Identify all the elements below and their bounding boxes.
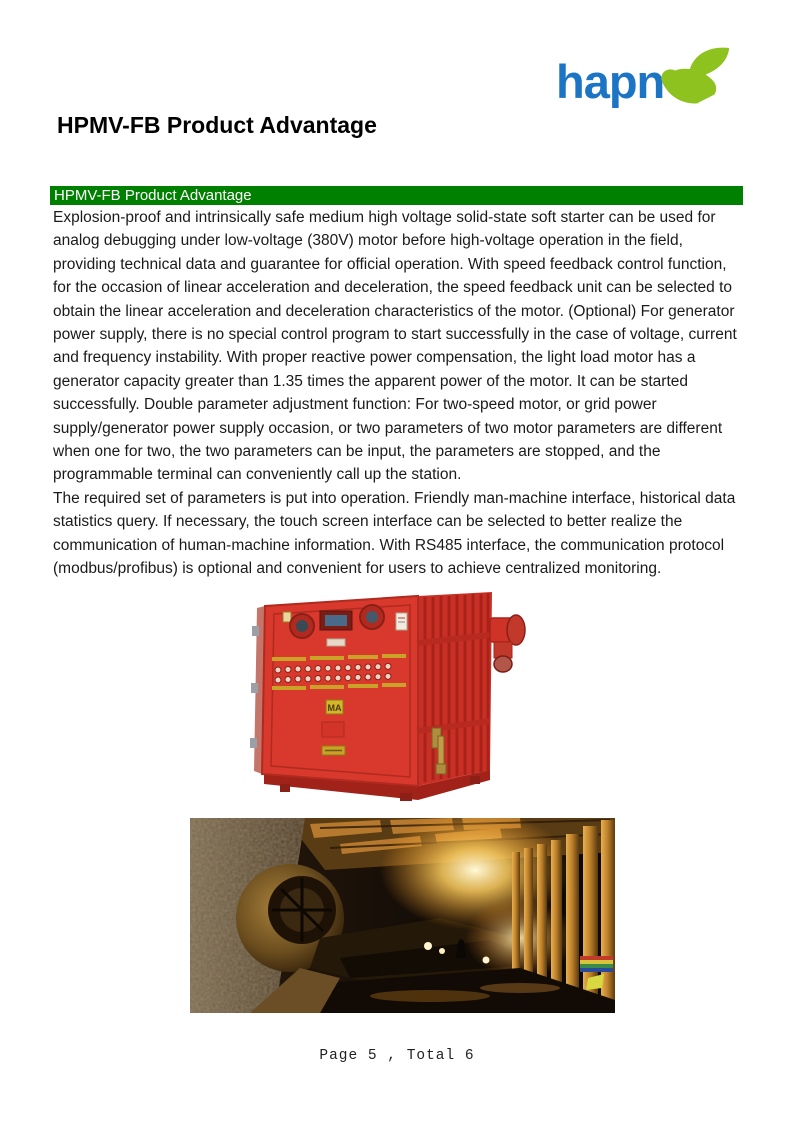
soft-starter-product-image bbox=[250, 588, 530, 810]
body-text bbox=[53, 206, 743, 581]
dove-leaf-icon bbox=[658, 39, 734, 111]
page-title: HPMV-FB Product Advantage bbox=[57, 112, 377, 138]
cable-coupler bbox=[490, 615, 525, 672]
section-header-bar bbox=[50, 186, 743, 205]
ma-certification-badge bbox=[326, 700, 343, 714]
brand-logo bbox=[556, 40, 734, 110]
svg-text:MA: MA bbox=[327, 703, 342, 713]
section-header-label: HPMV-FB Product Advantage bbox=[54, 187, 252, 204]
brand-logo-text: hapn bbox=[556, 55, 665, 108]
mine-tunnel-photo bbox=[190, 818, 615, 1013]
body-paragraph-2: The required set of parameters is put into operation. Friendly man-machine interface, historical data statistics query. If necessary, the touch screen interface can be selected to better realize the communication of human-machine information. With RS485 interface, the communication protocol (modbus/profibus) is optional and convenient for users to achieve centralized monitoring. bbox=[53, 489, 736, 578]
footer-page-info: Page 5 , Total 6 bbox=[319, 1048, 475, 1064]
body-paragraph-1: Explosion-proof and intrinsically safe medium high voltage solid-state soft starter can be used for analog debugging under low-voltage (380V) motor before high-voltage operation in the field, providing technical data and guarantee for official operation. With speed feedback control function, for the occasion of linear acceleration and deceleration, the speed feedback unit can be selected to obtain the linear acceleration and deceleration characteristics of the motor. (Optional) For generator power supply, there is no special control program to start successfully in the case of voltage, current and frequency instability. With proper reactive power compensation, the light load motor has a generator capacity greater than 1.35 times the apparent power of the motor. It can be started successfully. Double parameter adjustment function: For two-speed motor, or grid power supply/generator power supply occasion, or two parameters of two motor parameters are different when one for two, the two parameters can be input, the parameters are stopped, and the programmable terminal can conveniently call up the station. bbox=[53, 209, 737, 484]
